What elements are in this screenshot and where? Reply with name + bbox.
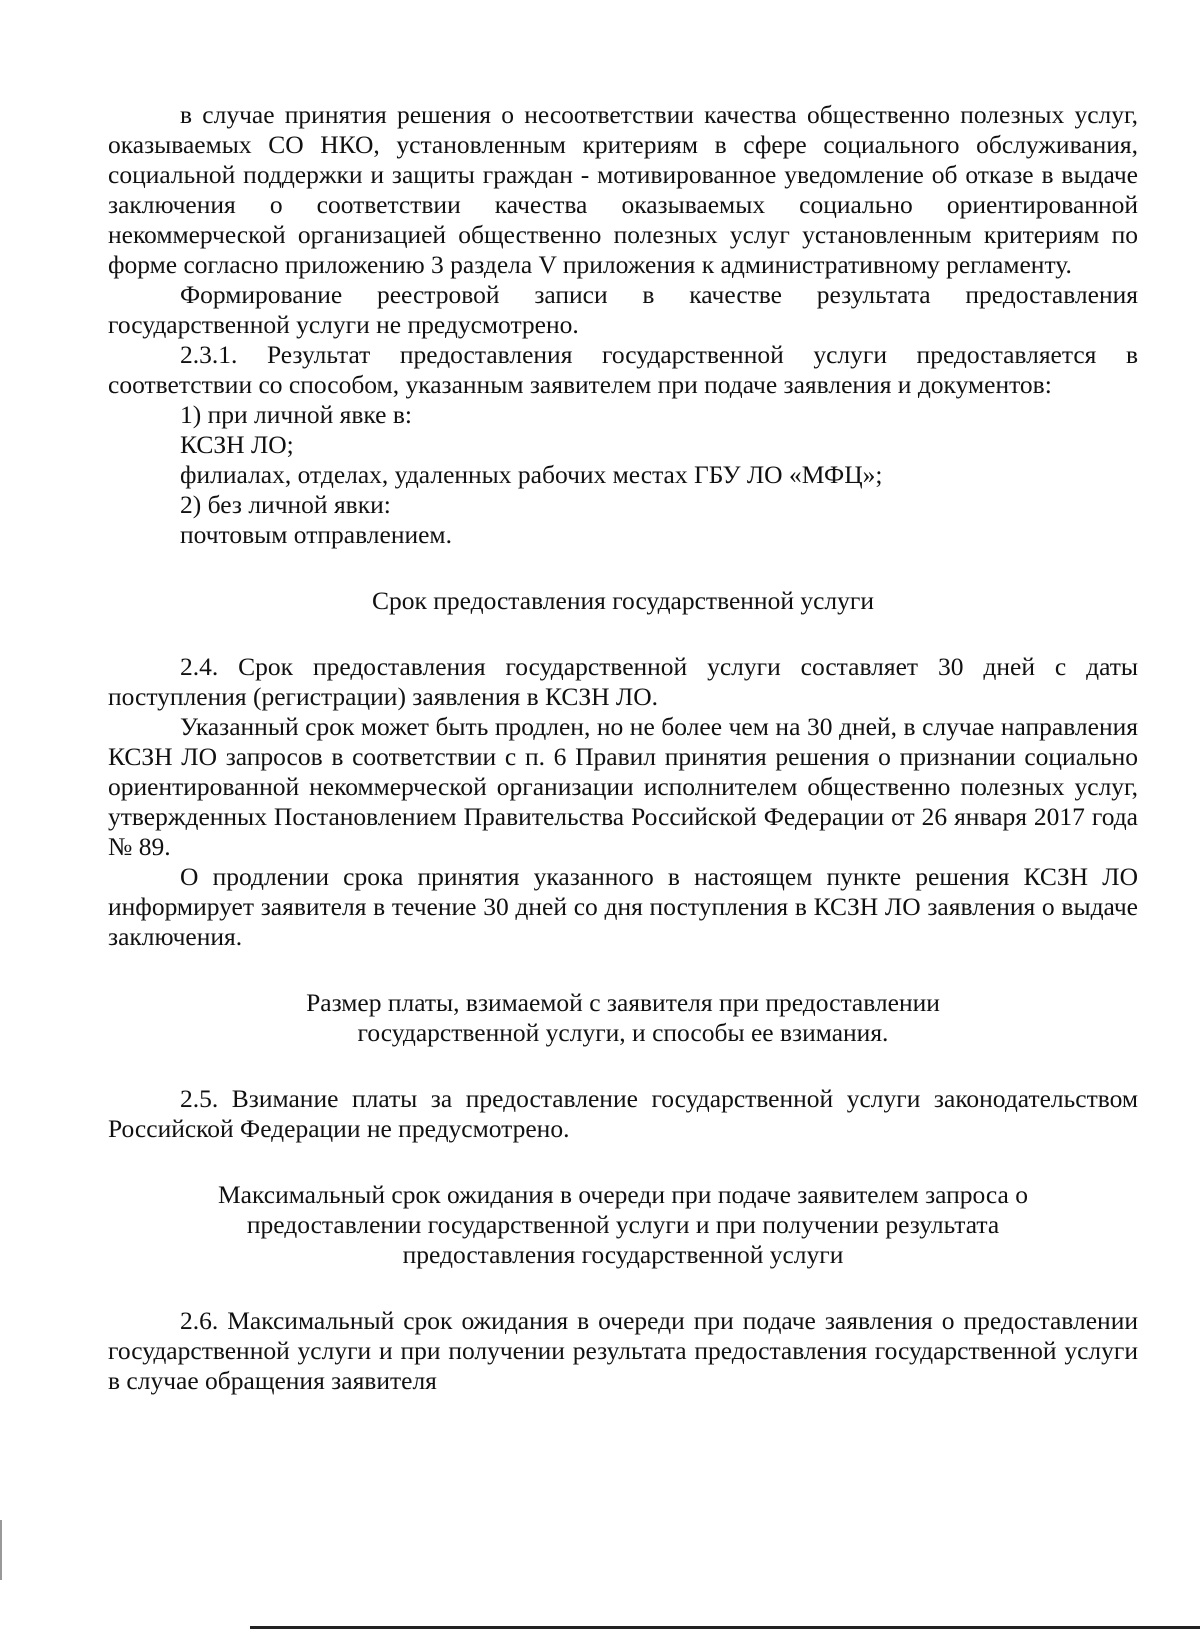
paragraph-2-4: 2.4. Срок предоставления государственной услуги составляет 30 дней с даты поступления (регистрации) заявления в КСЗН ЛО. bbox=[108, 652, 1138, 711]
section-heading-queue-line2: предоставлении государственной услуги и при получении результата bbox=[246, 1210, 1000, 1239]
document-page bbox=[108, 100, 1138, 1396]
paragraph-registry-record: Формирование реестровой записи в качестве результата предоставления государственной услуги не предусмотрено. bbox=[108, 280, 1138, 339]
page-bottom-rule bbox=[250, 1626, 1200, 1629]
section-heading-term: Срок предоставления государственной услуги bbox=[371, 586, 874, 615]
list-item: 2) без личной явки: bbox=[180, 490, 391, 519]
list-item: КСЗН ЛО; bbox=[180, 430, 294, 459]
section-heading-queue-line1: Максимальный срок ожидания в очереди при подаче заявителем запроса о bbox=[218, 1180, 1028, 1209]
list-item: почтовым отправлением. bbox=[180, 520, 452, 549]
paragraph-2-6: 2.6. Максимальный срок ожидания в очереди при подаче заявления о предоставлении государственной услуги и при получении результата предоставления государственной услуги в случае обращения заявителя bbox=[108, 1306, 1138, 1395]
list-item: 1) при личной явке в: bbox=[180, 400, 412, 429]
scan-margin-mark bbox=[0, 1520, 2, 1580]
section-heading-fee-line1: Размер платы, взимаемой с заявителя при предоставлении bbox=[306, 988, 940, 1017]
section-heading-fee-line2: государственной услуги, и способы ее взимания. bbox=[357, 1018, 889, 1047]
paragraph-extension: Указанный срок может быть продлен, но не более чем на 30 дней, в случае направления КСЗН ЛО запросов в соответствии с п. 6 Правил принятия решения о признании социально ориентированной некоммерческой организации исполнителем общественно полезных услуг, утвержденных Постановлением Правительства Российской Федерации от 26 января 2017 года № 89. bbox=[108, 712, 1138, 861]
paragraph-extension-notice: О продлении срока принятия указанного в настоящем пункте решения КСЗН ЛО информирует заявителя в течение 30 дней со дня поступления в КСЗН ЛО заявления о выдаче заключения. bbox=[108, 862, 1138, 951]
list-item: филиалах, отделах, удаленных рабочих местах ГБУ ЛО «МФЦ»; bbox=[180, 460, 883, 489]
paragraph-refusal-notice: в случае принятия решения о несоответствии качества общественно полезных услуг, оказываемых СО НКО, установленным критериям в сфере социального обслуживания, социальной поддержки и защиты граждан - мотивированное уведомление об отказе в выдаче заключения о соответствии качества оказываемых социально ориентированной некоммерческой организацией общественно полезных услуг установленным критериям по форме согласно приложению 3 раздела V приложения к административному регламенту. bbox=[108, 100, 1138, 279]
paragraph-2-5: 2.5. Взимание платы за предоставление государственной услуги законодательством Российской Федерации не предусмотрено. bbox=[108, 1084, 1138, 1143]
paragraph-2-3-1: 2.3.1. Результат предоставления государственной услуги предоставляется в соответствии со способом, указанным заявителем при подаче заявления и документов: bbox=[108, 340, 1138, 399]
section-heading-queue-line3: предоставления государственной услуги bbox=[402, 1240, 844, 1269]
